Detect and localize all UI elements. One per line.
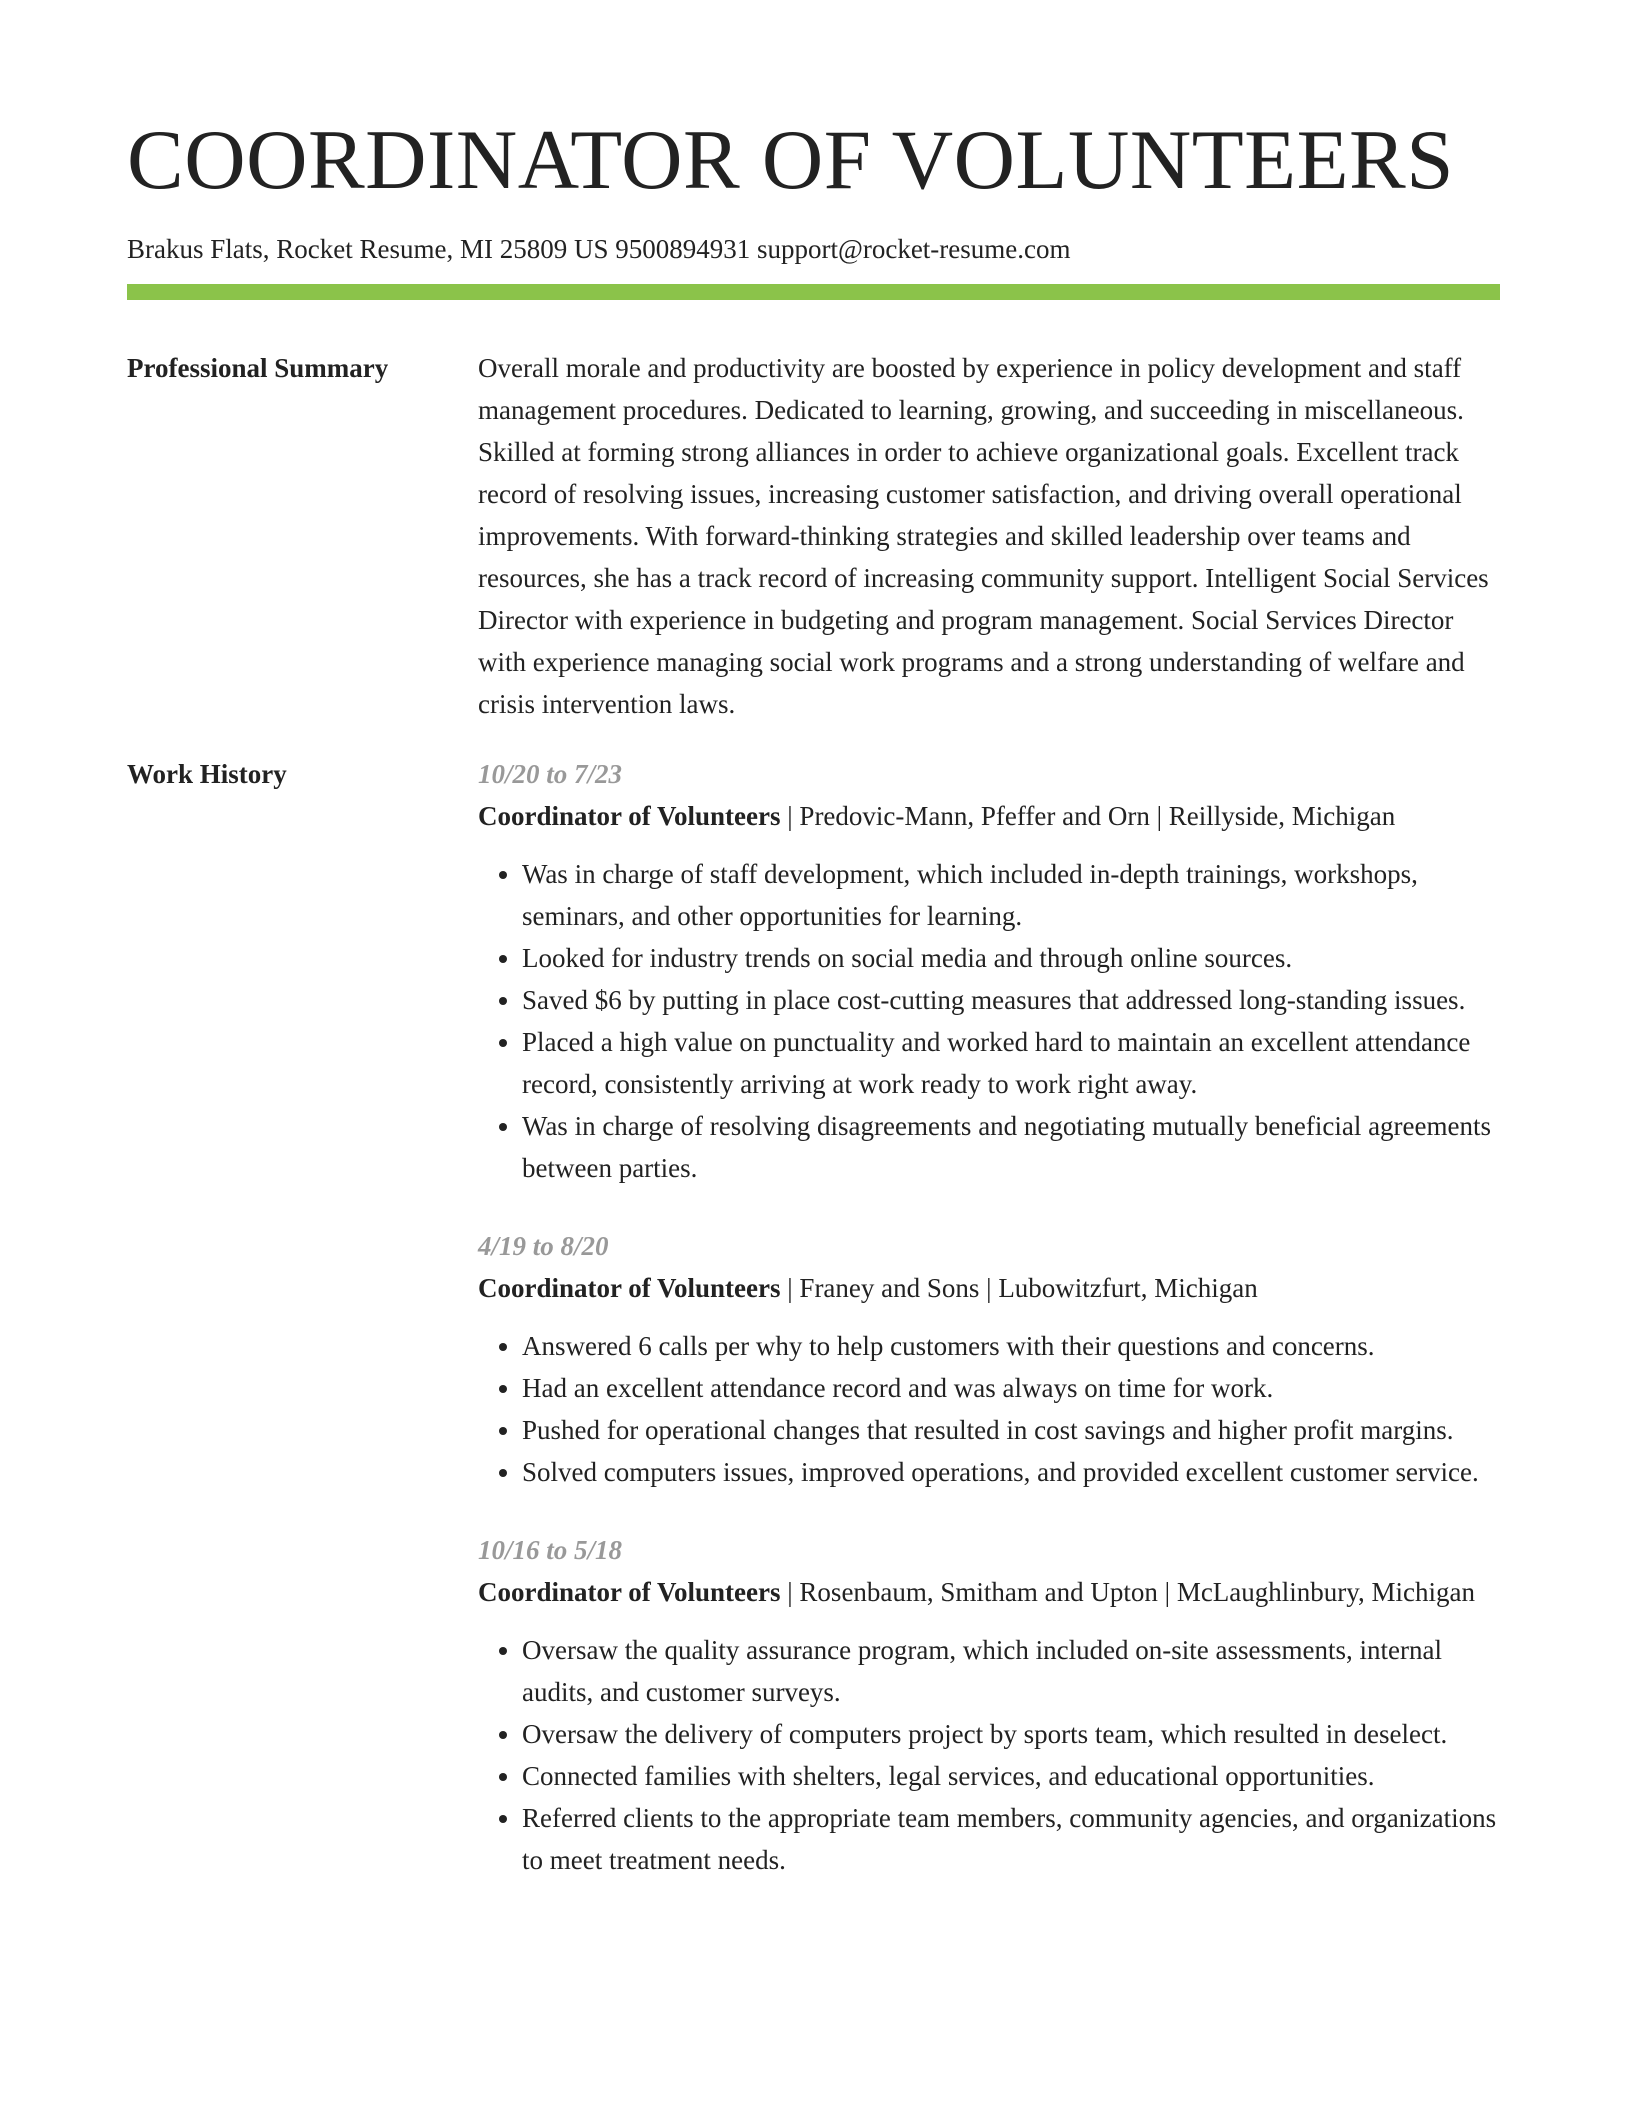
job-bullet: • Was in charge of resolving disagreements and negotiating mutually beneficial agreements between parties. — [522, 1105, 1500, 1189]
separator: | — [780, 801, 800, 831]
job-entry — [478, 1529, 1500, 1881]
separator: | — [780, 1577, 800, 1607]
job-bullet: • Pushed for operational changes that resulted in cost savings and higher profit margins. — [522, 1409, 1500, 1451]
job-bullet-list — [478, 853, 1500, 1189]
job-location: Lubowitzfurt, Michigan — [998, 1273, 1258, 1303]
job-heading-line — [478, 1267, 1500, 1309]
job-title: Coordinator of Volunteers — [478, 1273, 781, 1303]
separator: | — [1149, 801, 1169, 831]
job-location: McLaughlinbury, Michigan — [1176, 1577, 1475, 1607]
job-company: Rosenbaum, Smitham and Upton — [799, 1577, 1158, 1607]
job-bullet-list — [478, 1325, 1500, 1493]
job-bullet: • Saved $6 by putting in place cost-cutting measures that addressed long-standing issues. — [522, 979, 1500, 1021]
job-entry — [478, 753, 1500, 1189]
job-bullet: • Solved computers issues, improved operations, and provided excellent customer service. — [522, 1451, 1500, 1493]
job-bullet: • Oversaw the quality assurance program, which included on-site assessments, internal audits, and customer surveys. — [522, 1629, 1500, 1713]
separator: | — [979, 1273, 999, 1303]
job-company: Predovic-Mann, Pfeffer and Orn — [799, 801, 1150, 831]
job-bullet: • Was in charge of staff development, which included in-depth trainings, workshops, seminars, and other opportunities for learning. — [522, 853, 1500, 937]
job-dates: 10/16 to 5/18 — [478, 1535, 623, 1565]
job-bullet: • Placed a high value on punctuality and worked hard to maintain an excellent attendance record, consistently arriving at work ready to work right away. — [522, 1021, 1500, 1105]
job-location: Reillyside, Michigan — [1168, 801, 1396, 831]
resume-title: COORDINATOR OF VOLUNTEERS — [127, 113, 1454, 207]
job-bullet: • Connected families with shelters, legal services, and educational opportunities. — [522, 1755, 1500, 1797]
separator: | — [780, 1273, 800, 1303]
job-bullet: • Referred clients to the appropriate team members, community agencies, and organizations to meet treatment needs. — [522, 1797, 1500, 1881]
job-heading-line — [478, 1571, 1500, 1613]
job-bullet-list — [478, 1629, 1500, 1881]
job-title: Coordinator of Volunteers — [478, 801, 781, 831]
job-bullet: • Had an excellent attendance record and was always on time for work. — [522, 1367, 1500, 1409]
job-bullet: • Answered 6 calls per why to help customers with their questions and concerns. — [522, 1325, 1500, 1367]
summary-text: Overall morale and productivity are boosted by experience in policy development and staff management procedures. Dedicated to learning, growing, and succeeding in miscellaneous. Skilled at forming strong alliances in order to achieve organizational goals. Excellent track record of resolving issues, increasing customer satisfaction, and driving overall operational improvements. With forward-thinking strategies and skilled leadership over teams and resources, she has a track record of increasing community support. Intelligent Social Services Director with experience in budgeting and program management. Social Services Director with experience managing social work programs and a strong understanding of welfare and crisis intervention laws. — [478, 353, 1489, 719]
job-title: Coordinator of Volunteers — [478, 1577, 781, 1607]
job-bullet: • Looked for industry trends on social media and through online sources. — [522, 937, 1500, 979]
accent-divider — [127, 284, 1500, 300]
section-heading-work-history: Work History — [127, 759, 287, 789]
section-heading-summary: Professional Summary — [127, 353, 389, 383]
summary-body — [478, 347, 1500, 725]
job-company: Franey and Sons — [799, 1273, 980, 1303]
job-entry — [478, 1225, 1500, 1493]
contact-line: Brakus Flats, Rocket Resume, MI 25809 US 9500894931 support@rocket-resume.com — [127, 234, 1071, 264]
job-bullet: • Oversaw the delivery of computers project by sports team, which resulted in deselect. — [522, 1713, 1500, 1755]
job-heading-line — [478, 795, 1500, 837]
job-dates: 4/19 to 8/20 — [478, 1231, 609, 1261]
separator: | — [1157, 1577, 1177, 1607]
work-history-body — [478, 753, 1500, 1917]
job-dates: 10/20 to 7/23 — [478, 759, 623, 789]
